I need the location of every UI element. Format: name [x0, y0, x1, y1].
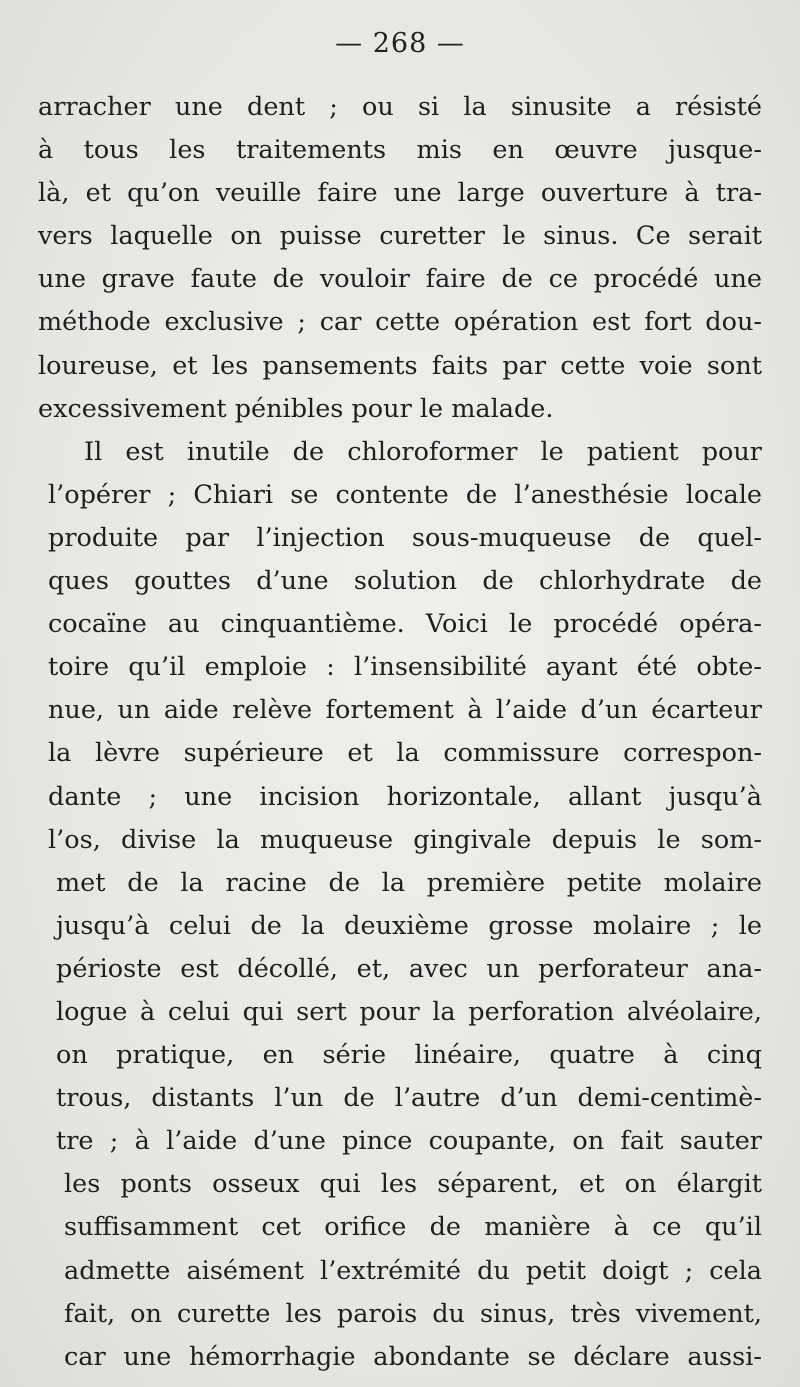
- text-line: nue, un aide relève fortement à l’aide d’un écarteur: [48, 695, 762, 726]
- text-line: ques gouttes d’une solution de chlorhydrate de: [48, 566, 762, 597]
- text-line: une grave faute de vouloir faire de ce procédé une: [38, 264, 762, 295]
- text-line: jusqu’à celui de la deuxième grosse molaire ; le: [56, 910, 762, 941]
- text-line: logue à celui qui sert pour la perforation alvéolaire,: [56, 996, 762, 1027]
- text-line: là, et qu’on veuille faire une large ouverture à tra-: [38, 178, 762, 209]
- text-line: la lèvre supérieure et la commissure correspon-: [48, 738, 762, 769]
- text-line: périoste est décollé, et, avec un perforateur ana-: [56, 953, 762, 984]
- page-number: — 268 —: [335, 28, 465, 59]
- text-line: l’opérer ; Chiari se contente de l’anesthésie locale: [48, 479, 762, 510]
- text-line: produite par l’injection sous-muqueuse de quel-: [48, 522, 762, 553]
- text-line: fait, on curette les parois du sinus, très vivement,: [64, 1298, 762, 1329]
- text-line: suffisamment cet orifice de manière à ce qu’il: [64, 1212, 762, 1243]
- text-line: loureuse, et les pansements faits par cette voie sont: [38, 350, 762, 381]
- text-line: vers laquelle on puisse curetter le sinus. Ce serait: [38, 221, 762, 252]
- text-line: les ponts osseux qui les séparent, et on élargit: [64, 1169, 762, 1200]
- text-line: on pratique, en série linéaire, quatre à cinq: [56, 1040, 762, 1071]
- text-line: arracher une dent ; ou si la sinusite a résisté: [38, 92, 762, 122]
- text-line: met de la racine de la première petite molaire: [56, 867, 762, 898]
- text-line: admette aisément l’extrémité du petit doigt ; cela: [64, 1255, 762, 1286]
- paragraph-first-line: Il est inutile de chloroformer le patient pour: [84, 436, 762, 467]
- text-line: car une hémorrhagie abondante se déclare aussi-: [64, 1341, 762, 1372]
- text-line: excessivement pénibles pour le malade.: [38, 393, 554, 424]
- text-line: trous, distants l’un de l’autre d’un demi-centimè-: [56, 1083, 762, 1114]
- text-line: méthode exclusive ; car cette opération est fort dou-: [38, 307, 762, 338]
- text-line: cocaïne au cinquantième. Voici le procédé opéra-: [48, 609, 762, 640]
- text-line: dante ; une incision horizontale, allant jusqu’à: [48, 781, 762, 812]
- body-text: [38, 86, 762, 1379]
- text-line: toire qu’il emploie : l’insensibilité ayant été obte-: [48, 652, 762, 683]
- text-line: tre ; à l’aide d’une pince coupante, on fait sauter: [56, 1126, 762, 1157]
- text-line: à tous les traitements mis en œuvre jusque-: [38, 135, 762, 166]
- text-line: l’os, divise la muqueuse gingivale depuis le som-: [48, 824, 762, 855]
